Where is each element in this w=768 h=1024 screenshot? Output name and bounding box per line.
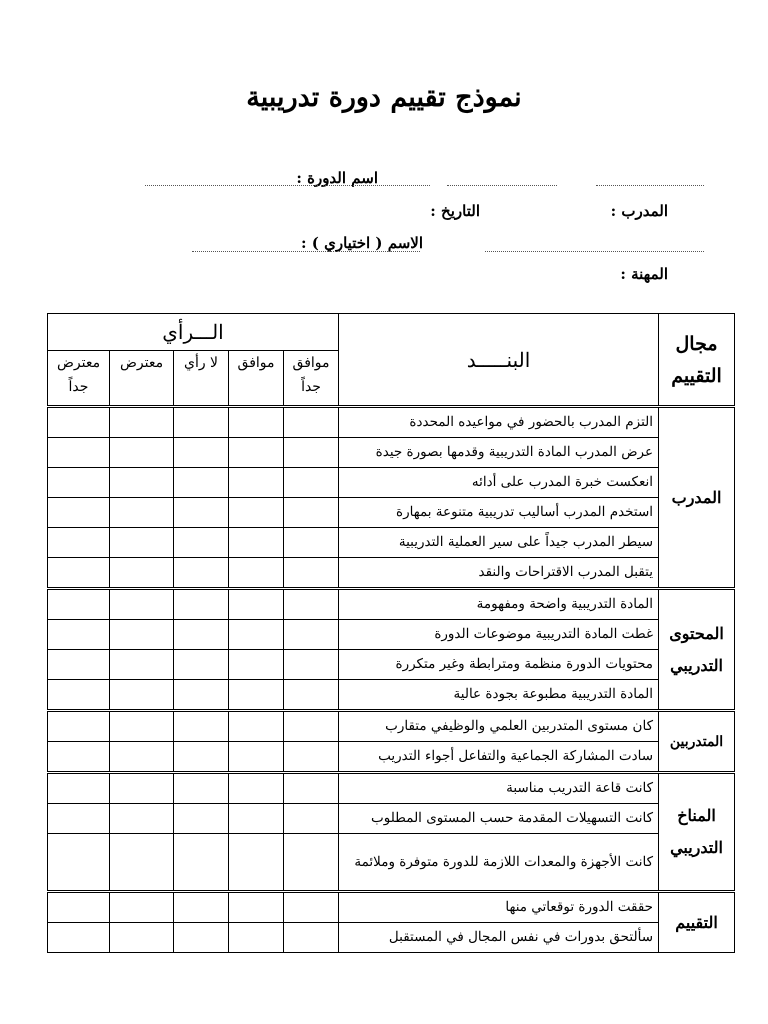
table-row bbox=[48, 773, 735, 804]
table-row bbox=[48, 438, 735, 468]
rating-cell[interactable] bbox=[229, 923, 284, 953]
table-row bbox=[48, 620, 735, 650]
rating-cell[interactable] bbox=[229, 498, 284, 528]
rating-cell[interactable] bbox=[174, 620, 229, 650]
rating-cell[interactable] bbox=[229, 407, 284, 438]
rating-cell[interactable] bbox=[110, 923, 174, 953]
rating-cell[interactable] bbox=[174, 804, 229, 834]
rating-cell[interactable] bbox=[110, 528, 174, 558]
rating-cell[interactable] bbox=[110, 589, 174, 620]
rating-cell[interactable] bbox=[48, 438, 110, 468]
rating-cell[interactable] bbox=[174, 742, 229, 773]
date-label: التاريخ : bbox=[430, 202, 480, 220]
rating-cell[interactable] bbox=[174, 650, 229, 680]
table-row bbox=[48, 498, 735, 528]
name-field[interactable] bbox=[192, 251, 420, 252]
rating-cell[interactable] bbox=[110, 834, 174, 892]
table-row bbox=[48, 742, 735, 773]
rating-cell[interactable] bbox=[229, 589, 284, 620]
domain-trainer: المدرب bbox=[659, 407, 735, 589]
rating-cell[interactable] bbox=[229, 680, 284, 711]
rating-cell[interactable] bbox=[284, 498, 339, 528]
table-row bbox=[48, 892, 735, 923]
rating-cell[interactable] bbox=[48, 407, 110, 438]
rating-cell[interactable] bbox=[174, 773, 229, 804]
rating-cell[interactable] bbox=[48, 742, 110, 773]
rating-cell[interactable] bbox=[174, 892, 229, 923]
rating-cell[interactable] bbox=[284, 407, 339, 438]
rating-cell[interactable] bbox=[48, 468, 110, 498]
rating-cell[interactable] bbox=[229, 528, 284, 558]
rating-cell[interactable] bbox=[174, 589, 229, 620]
item-text: كان مستوى المتدربين العلمي والوظيفي متقارب bbox=[339, 711, 659, 742]
domain-header: مجال التقييم bbox=[659, 314, 735, 407]
rating-cell[interactable] bbox=[284, 923, 339, 953]
rating-cell[interactable] bbox=[284, 834, 339, 892]
rating-cell[interactable] bbox=[229, 773, 284, 804]
item-text: حققت الدورة توقعاتي منها bbox=[339, 892, 659, 923]
rating-cell[interactable] bbox=[284, 680, 339, 711]
item-text: كانت التسهيلات المقدمة حسب المستوى المطلوب bbox=[339, 804, 659, 834]
option-strongly-agree: موافق جداً bbox=[284, 351, 339, 407]
rating-cell[interactable] bbox=[284, 742, 339, 773]
rating-cell[interactable] bbox=[174, 498, 229, 528]
rating-cell[interactable] bbox=[174, 558, 229, 589]
item-text: كانت قاعة التدريب مناسبة bbox=[339, 773, 659, 804]
table-row bbox=[48, 834, 735, 892]
rating-cell[interactable] bbox=[110, 498, 174, 528]
course-name-label: اسم الدورة : bbox=[296, 169, 378, 187]
table-row bbox=[48, 680, 735, 711]
table-row bbox=[48, 468, 735, 498]
table-row bbox=[48, 804, 735, 834]
trainer-label: المدرب : bbox=[610, 202, 668, 220]
item-text: المادة التدريبية مطبوعة بجودة عالية bbox=[339, 680, 659, 711]
table-row bbox=[48, 650, 735, 680]
rating-cell[interactable] bbox=[229, 650, 284, 680]
item-text: سألتحق بدورات في نفس المجال في المستقبل bbox=[339, 923, 659, 953]
rating-cell[interactable] bbox=[110, 468, 174, 498]
item-text: كانت الأجهزة والمعدات اللازمة للدورة متوفرة وملائمة bbox=[339, 834, 659, 892]
rating-cell[interactable] bbox=[110, 773, 174, 804]
rating-cell[interactable] bbox=[48, 680, 110, 711]
rating-cell[interactable] bbox=[284, 528, 339, 558]
item-text: سيطر المدرب جيداً على سير العملية التدريبية bbox=[339, 528, 659, 558]
item-text: محتويات الدورة منظمة ومترابطة وغير متكررة bbox=[339, 650, 659, 680]
item-text: يتقبل المدرب الاقتراحات والنقد bbox=[339, 558, 659, 589]
rating-cell[interactable] bbox=[110, 892, 174, 923]
option-disagree: معترض bbox=[110, 351, 174, 407]
rating-cell[interactable] bbox=[48, 711, 110, 742]
item-text: عرض المدرب المادة التدريبية وقدمها بصورة جيدة bbox=[339, 438, 659, 468]
option-no-opinion: لا رأي bbox=[174, 351, 229, 407]
rating-cell[interactable] bbox=[110, 438, 174, 468]
table-row bbox=[48, 558, 735, 589]
domain-climate: المناخ التدريبي bbox=[659, 773, 735, 892]
rating-cell[interactable] bbox=[48, 892, 110, 923]
rating-cell[interactable] bbox=[284, 650, 339, 680]
table-row bbox=[48, 711, 735, 742]
rating-cell[interactable] bbox=[174, 468, 229, 498]
rating-cell[interactable] bbox=[284, 620, 339, 650]
name-field-extra[interactable] bbox=[485, 251, 704, 252]
rating-cell[interactable] bbox=[174, 528, 229, 558]
table-row bbox=[48, 407, 735, 438]
rating-cell[interactable] bbox=[110, 804, 174, 834]
rating-cell[interactable] bbox=[229, 711, 284, 742]
table-row bbox=[48, 923, 735, 953]
rating-cell[interactable] bbox=[174, 834, 229, 892]
profession-label: المهنة : bbox=[620, 265, 668, 283]
rating-cell[interactable] bbox=[110, 650, 174, 680]
domain-content: المحتوى التدريبي bbox=[659, 589, 735, 711]
rating-cell[interactable] bbox=[110, 407, 174, 438]
rating-cell[interactable] bbox=[174, 680, 229, 711]
rating-cell[interactable] bbox=[284, 468, 339, 498]
rating-cell[interactable] bbox=[48, 804, 110, 834]
course-name-field[interactable] bbox=[145, 185, 430, 186]
rating-cell[interactable] bbox=[110, 680, 174, 711]
rating-cell[interactable] bbox=[284, 558, 339, 589]
rating-cell[interactable] bbox=[229, 468, 284, 498]
rating-cell[interactable] bbox=[229, 804, 284, 834]
rating-cell[interactable] bbox=[229, 834, 284, 892]
evaluation-table bbox=[47, 313, 735, 953]
item-text: انعكست خبرة المدرب على أدائه bbox=[339, 468, 659, 498]
rating-cell[interactable] bbox=[48, 589, 110, 620]
rating-cell[interactable] bbox=[110, 711, 174, 742]
rating-cell[interactable] bbox=[284, 589, 339, 620]
rating-cell[interactable] bbox=[48, 834, 110, 892]
rating-cell[interactable] bbox=[229, 892, 284, 923]
rating-cell[interactable] bbox=[110, 742, 174, 773]
rating-cell[interactable] bbox=[284, 773, 339, 804]
rating-cell[interactable] bbox=[284, 892, 339, 923]
domain-evaluation: التقييم bbox=[659, 892, 735, 953]
item-text: سادت المشاركة الجماعية والتفاعل أجواء التدريب bbox=[339, 742, 659, 773]
form-title: نموذج تقييم دورة تدريبية bbox=[246, 82, 522, 113]
rating-cell[interactable] bbox=[110, 620, 174, 650]
rating-cell[interactable] bbox=[48, 620, 110, 650]
rating-cell[interactable] bbox=[174, 923, 229, 953]
rating-cell[interactable] bbox=[284, 438, 339, 468]
item-text: التزم المدرب بالحضور في مواعيده المحددة bbox=[339, 407, 659, 438]
rating-cell[interactable] bbox=[48, 923, 110, 953]
rating-cell[interactable] bbox=[229, 742, 284, 773]
rating-cell[interactable] bbox=[48, 528, 110, 558]
rating-cell[interactable] bbox=[110, 558, 174, 589]
item-text: استخدم المدرب أساليب تدريبية متنوعة بمهارة bbox=[339, 498, 659, 528]
name-label: الاسم ( اختياري ) : bbox=[301, 234, 423, 252]
opinion-header: الـــرأي bbox=[48, 314, 339, 351]
rating-cell[interactable] bbox=[174, 438, 229, 468]
rating-cell[interactable] bbox=[284, 804, 339, 834]
item-text: غطت المادة التدريبية موضوعات الدورة bbox=[339, 620, 659, 650]
rating-cell[interactable] bbox=[229, 438, 284, 468]
option-strongly-disagree: معترض جداً bbox=[48, 351, 110, 407]
rating-cell[interactable] bbox=[48, 498, 110, 528]
course-name-field-extra[interactable] bbox=[447, 185, 557, 186]
rating-cell[interactable] bbox=[229, 620, 284, 650]
rating-cell[interactable] bbox=[174, 407, 229, 438]
rating-cell[interactable] bbox=[48, 773, 110, 804]
table-row bbox=[48, 528, 735, 558]
item-text: المادة التدريبية واضحة ومفهومة bbox=[339, 589, 659, 620]
rating-cell[interactable] bbox=[284, 711, 339, 742]
rating-cell[interactable] bbox=[48, 558, 110, 589]
rating-cell[interactable] bbox=[229, 558, 284, 589]
item-header: البنـــــد bbox=[339, 314, 659, 407]
rating-cell[interactable] bbox=[174, 711, 229, 742]
course-name-field-extra-2[interactable] bbox=[596, 185, 704, 186]
table-row bbox=[48, 589, 735, 620]
rating-cell[interactable] bbox=[48, 650, 110, 680]
domain-trainees: المتدربين bbox=[659, 711, 735, 773]
option-agree: موافق bbox=[229, 351, 284, 407]
